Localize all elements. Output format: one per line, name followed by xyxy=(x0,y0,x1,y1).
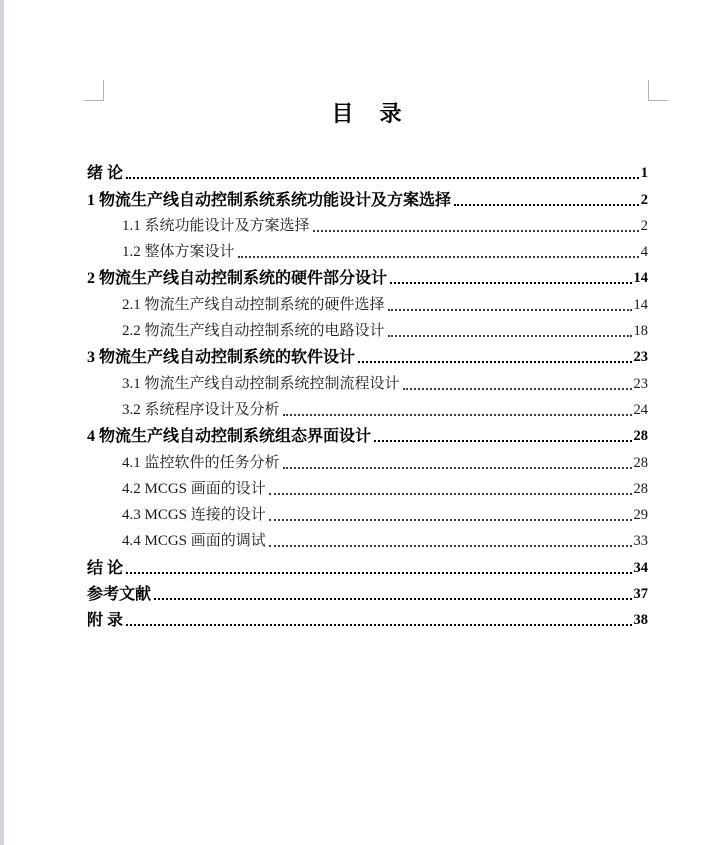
toc-entry[interactable] xyxy=(87,500,648,526)
window-edge-strip xyxy=(0,0,4,845)
table-of-contents xyxy=(87,158,648,631)
toc-entry[interactable] xyxy=(87,237,648,263)
toc-entry[interactable] xyxy=(87,211,648,237)
toc-page-number: 24 xyxy=(633,401,648,418)
toc-dot-leader xyxy=(238,256,639,258)
toc-dot-leader xyxy=(390,282,631,284)
toc-entry-label: 参考文献 xyxy=(87,586,152,604)
toc-entry-label: 1 物流生产线自动控制系统系统功能设计及方案选择 xyxy=(87,191,452,209)
toc-entry-label: 4.2 MCGS 画面的设计 xyxy=(122,480,266,497)
toc-dot-leader xyxy=(126,177,639,179)
toc-page-number: 23 xyxy=(633,349,648,366)
toc-dot-leader xyxy=(269,493,632,495)
toc-entry-label: 4.4 MCGS 画面的调试 xyxy=(122,533,266,550)
toc-entry[interactable] xyxy=(87,474,648,500)
toc-entry[interactable] xyxy=(87,368,648,394)
toc-entry-label: 2.2 物流生产线自动控制系统的电路设计 xyxy=(122,323,385,340)
toc-entry[interactable] xyxy=(87,342,648,368)
toc-entry-label: 3.1 物流生产线自动控制系统控制流程设计 xyxy=(122,375,400,392)
toc-entry-label: 3 物流生产线自动控制系统的软件设计 xyxy=(87,349,356,367)
toc-entry[interactable] xyxy=(87,289,648,315)
toc-entry-label: 结 论 xyxy=(87,559,124,577)
toc-page-number: 34 xyxy=(633,559,648,576)
toc-dot-leader xyxy=(283,414,632,416)
toc-entry[interactable] xyxy=(87,605,648,631)
toc-page-content xyxy=(87,0,648,631)
toc-entry-label: 2 物流生产线自动控制系统的硬件部分设计 xyxy=(87,270,388,288)
toc-entry[interactable] xyxy=(87,421,648,447)
page-title: 目 录 xyxy=(331,101,404,126)
toc-page-number: 18 xyxy=(633,323,648,340)
toc-dot-leader xyxy=(313,230,639,232)
toc-entry-label: 4.3 MCGS 连接的设计 xyxy=(122,507,266,524)
toc-page-number: 4 xyxy=(640,244,648,261)
toc-dot-leader xyxy=(126,624,631,626)
toc-dot-leader xyxy=(126,572,631,574)
toc-page-number: 14 xyxy=(633,270,648,287)
toc-page-number: 28 xyxy=(633,428,648,445)
toc-entry[interactable] xyxy=(87,184,648,210)
toc-entry[interactable] xyxy=(87,316,648,342)
toc-dot-leader xyxy=(374,440,631,442)
toc-entry-label: 4 物流生产线自动控制系统组态界面设计 xyxy=(87,428,372,446)
toc-page-number: 2 xyxy=(640,191,648,208)
toc-page-number: 28 xyxy=(633,480,648,497)
toc-page-number: 2 xyxy=(640,217,648,234)
toc-entry[interactable] xyxy=(87,447,648,473)
toc-entry-label: 2.1 物流生产线自动控制系统的硬件选择 xyxy=(122,296,385,313)
toc-entry[interactable] xyxy=(87,526,648,552)
toc-entry-label: 4.1 监控软件的任务分析 xyxy=(122,454,280,471)
toc-dot-leader xyxy=(283,467,632,469)
toc-dot-leader xyxy=(269,545,632,547)
toc-page-number: 14 xyxy=(633,296,648,313)
toc-entry-label: 绪 论 xyxy=(87,165,124,183)
toc-entry-label: 附 录 xyxy=(87,612,124,630)
margin-corner-mark-top-right xyxy=(648,80,668,101)
toc-entry[interactable] xyxy=(87,263,648,289)
toc-page-number: 28 xyxy=(633,454,648,471)
toc-page-number: 33 xyxy=(633,533,648,550)
toc-dot-leader xyxy=(403,388,632,390)
toc-entry[interactable] xyxy=(87,158,648,184)
toc-entry-label: 3.2 系统程序设计及分析 xyxy=(122,401,280,418)
toc-page-number: 1 xyxy=(640,165,648,182)
toc-dot-leader xyxy=(269,519,632,521)
toc-dot-leader xyxy=(388,309,632,311)
toc-dot-leader xyxy=(388,335,632,337)
toc-page-number: 38 xyxy=(633,612,648,629)
toc-page-number: 29 xyxy=(633,507,648,524)
toc-entry[interactable] xyxy=(87,579,648,605)
toc-entry[interactable] xyxy=(87,552,648,578)
toc-page-number: 37 xyxy=(633,586,648,603)
toc-page-number: 23 xyxy=(633,375,648,392)
toc-entry-label: 1.2 整体方案设计 xyxy=(122,244,235,261)
toc-entry-label: 1.1 系统功能设计及方案选择 xyxy=(122,217,310,234)
toc-entry[interactable] xyxy=(87,395,648,421)
toc-dot-leader xyxy=(454,204,639,206)
toc-dot-leader xyxy=(358,361,631,363)
toc-dot-leader xyxy=(154,598,631,600)
